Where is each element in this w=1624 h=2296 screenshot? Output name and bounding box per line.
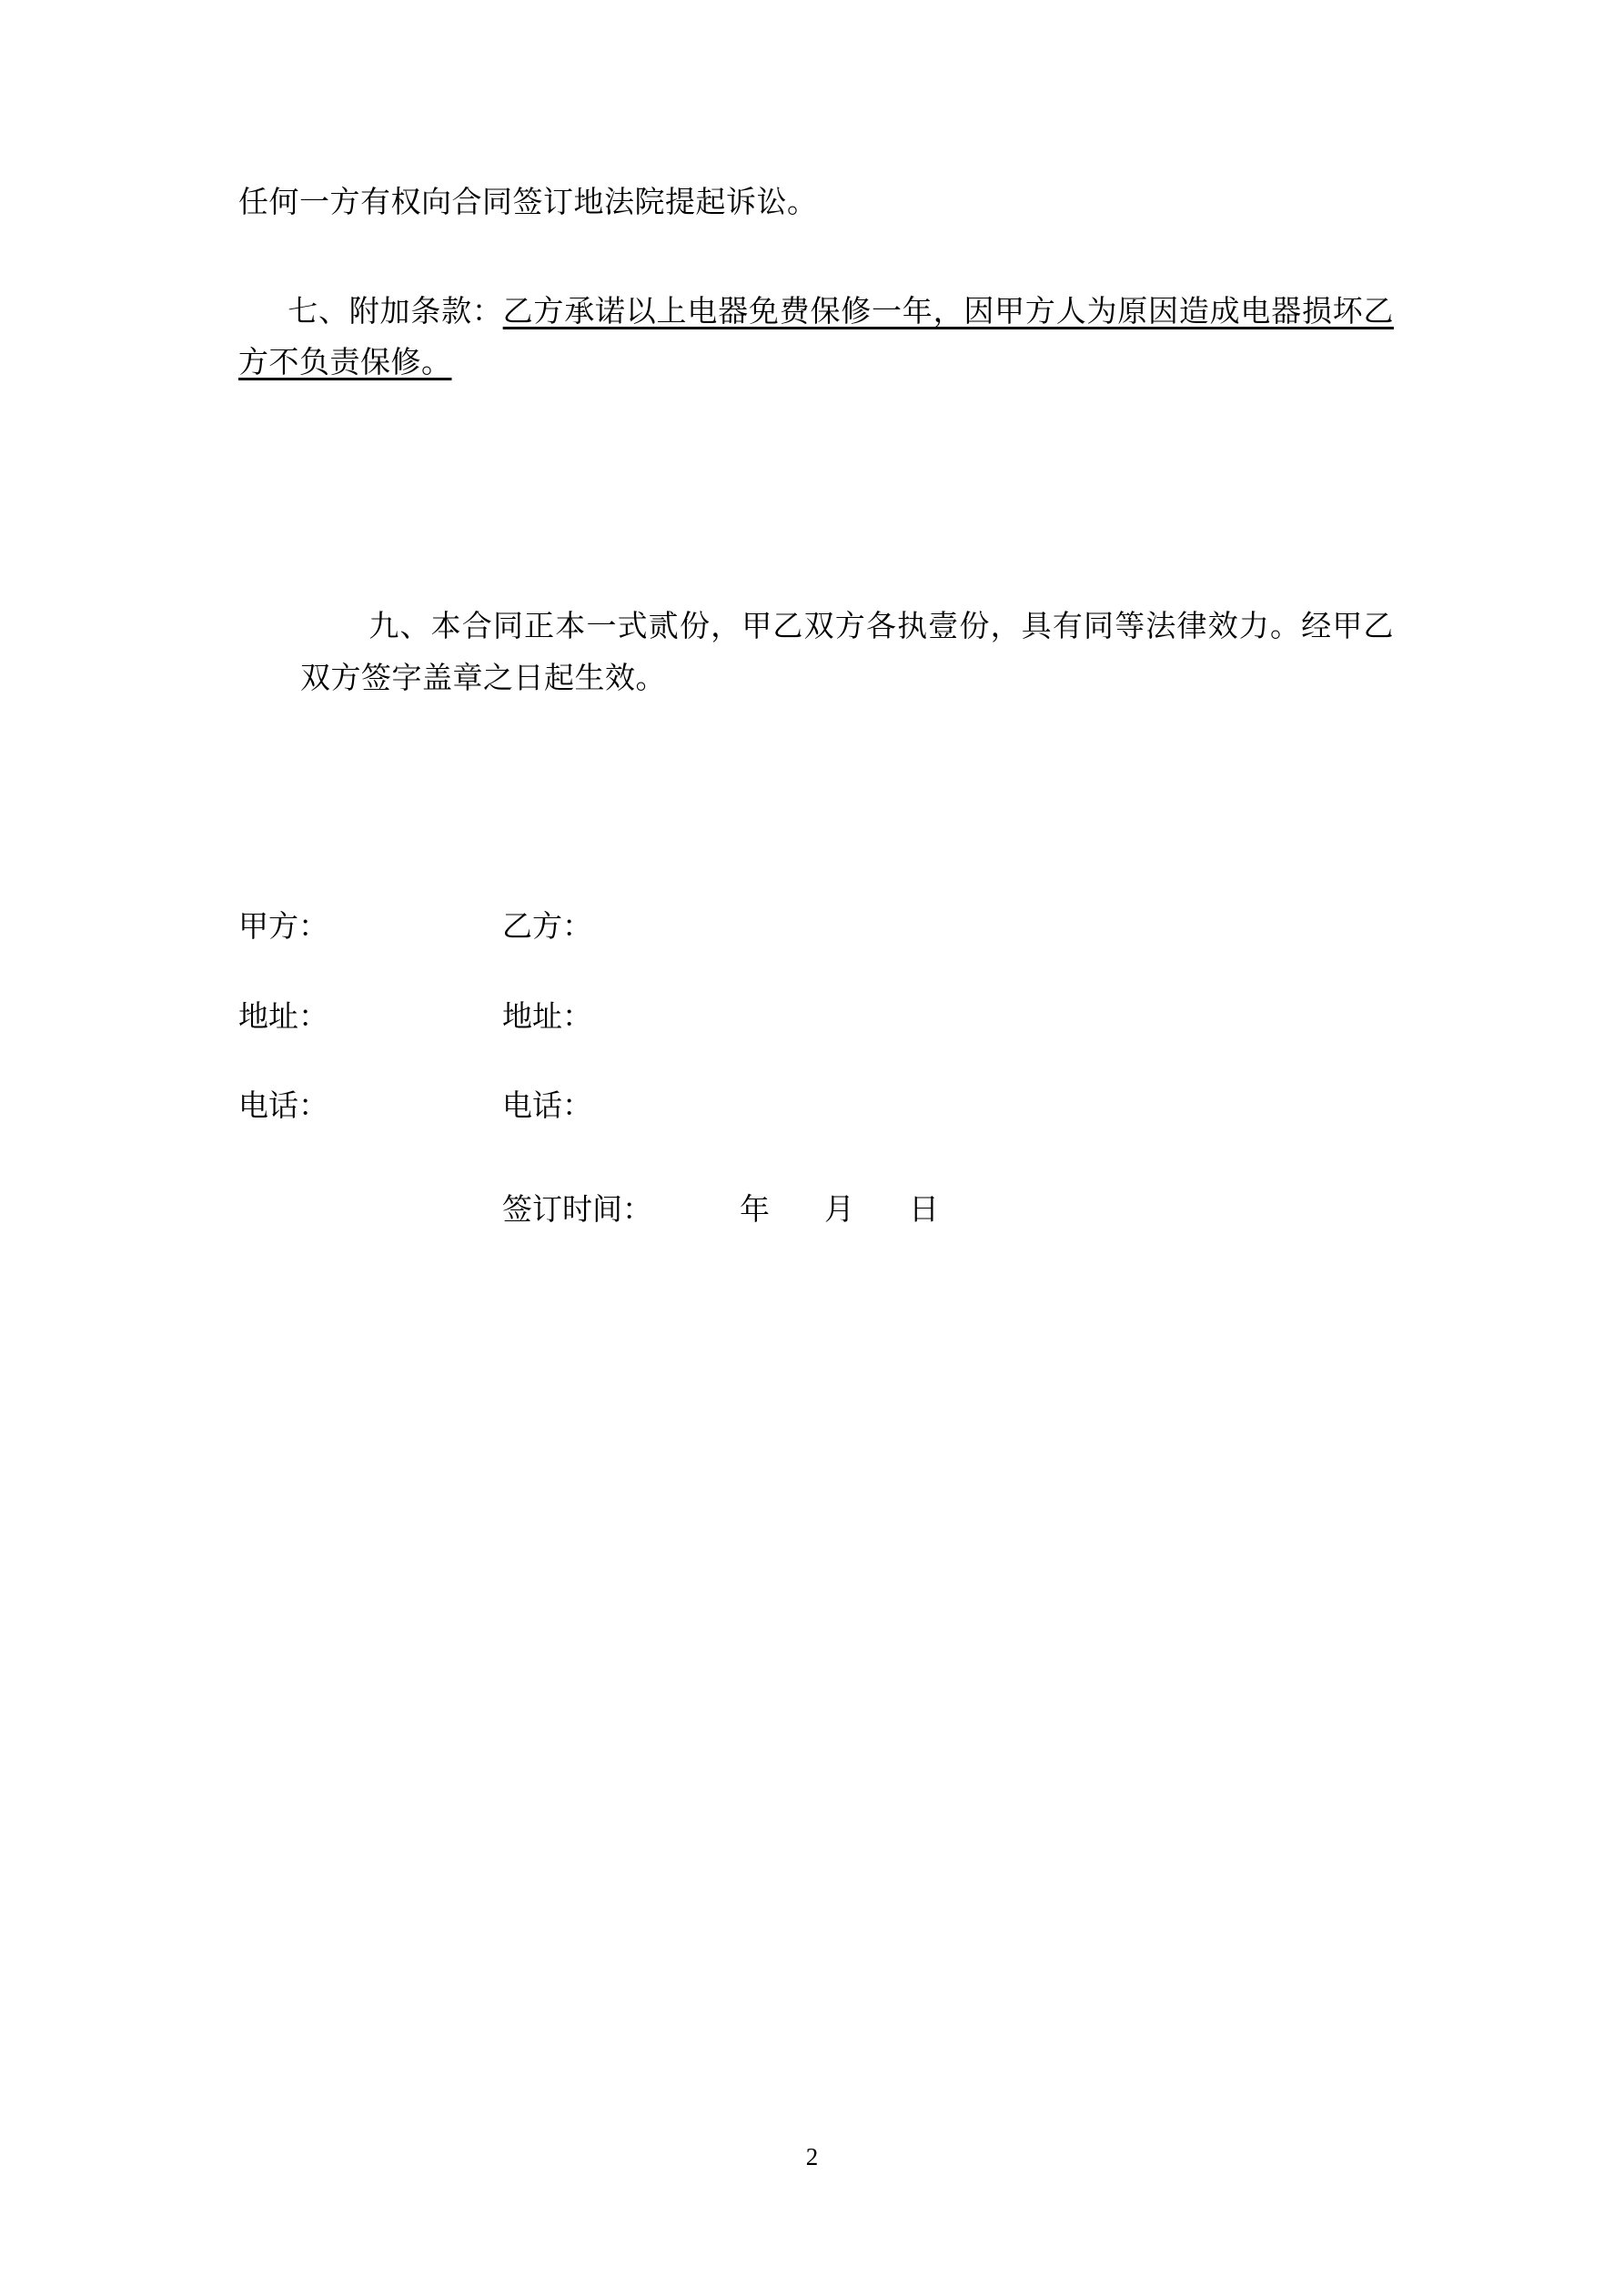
signature-row-phone [238,1083,1394,1131]
clause-seven-label: 七、附加条款： [287,295,503,329]
signing-date-label: 签订时间： [502,1194,652,1228]
signature-row-address [238,994,1394,1042]
clause-nine-text: 本合同正本一式贰份，甲乙双方各执壹份，具有同等法律效力。经甲乙双方签字盖章之日起生效。 [300,611,1395,695]
clause-seven-underlined-text: 乙方承诺以上电器免费保修一年，因甲方人为原因造成电器损坏乙方不负责保修。 [238,295,1395,380]
party-b-address-label: 地址： [502,1000,592,1034]
paragraph-jurisdiction: 任何一方有权向合同签订地法院提起诉讼。 [238,187,818,219]
party-a-name-label: 甲方： [238,910,328,944]
party-b-name-label: 乙方： [502,910,592,944]
clause-nine-label: 九、 [368,611,431,643]
signature-block [238,904,1394,1229]
year-label: 年 [740,1194,770,1228]
document-body [238,177,1394,1229]
day-label: 日 [909,1194,939,1228]
signature-row-party [238,904,1394,952]
party-b-phone-label: 电话： [502,1090,592,1124]
page-number: 2 [805,2143,819,2170]
clause-seven [238,235,1394,441]
clause-nine [238,447,1394,860]
signing-date-row [238,1186,1394,1229]
party-a-phone-label: 电话： [238,1090,328,1124]
party-a-address-label: 地址： [238,1000,328,1034]
month-label: 月 [824,1194,854,1228]
